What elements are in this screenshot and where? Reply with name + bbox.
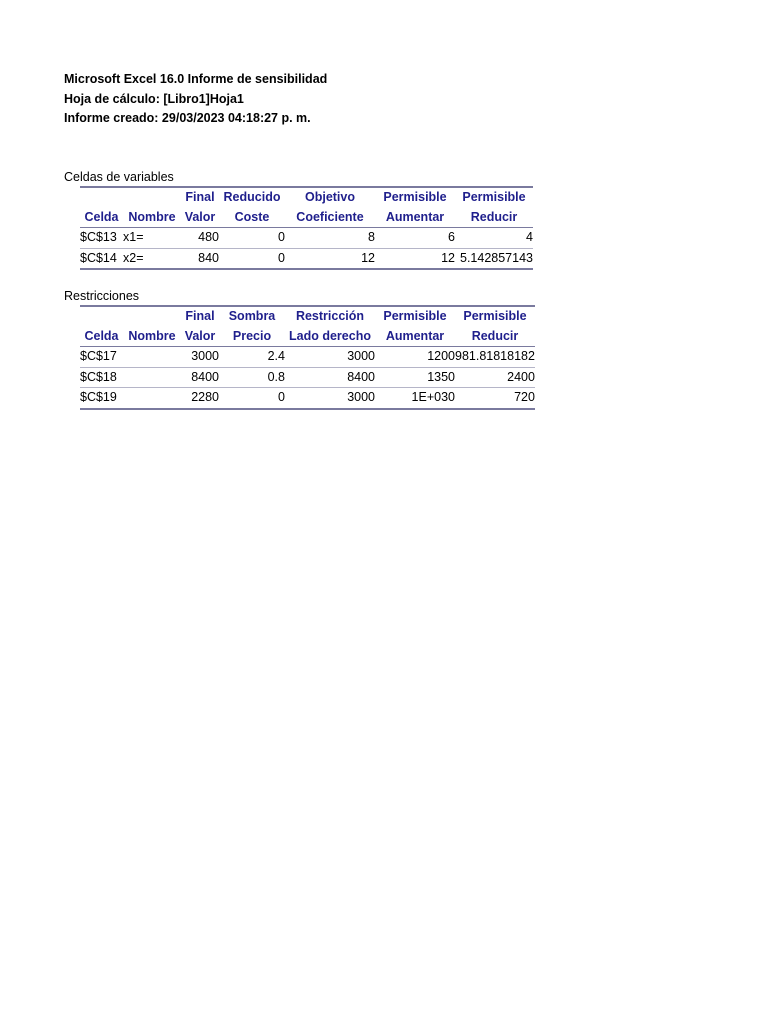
column-header: Final <box>181 306 219 327</box>
cell-shadow-price: 0.8 <box>219 367 285 388</box>
column-header: Sombra <box>219 306 285 327</box>
column-header <box>123 187 181 208</box>
variables-table <box>80 186 533 270</box>
variables-section-title: Celdas de variables <box>64 170 174 184</box>
column-header: Nombre <box>123 327 181 347</box>
report-created: Informe creado: 29/03/2023 04:18:27 p. m. <box>64 111 311 125</box>
cell-shadow-price: 0 <box>219 388 285 409</box>
column-header: Permisible <box>455 306 535 327</box>
table-row <box>80 388 535 409</box>
cell-final-value: 2280 <box>181 388 219 409</box>
restrictions-header-row-bottom <box>80 327 535 347</box>
cell-allowable-increase: 12 <box>375 248 455 269</box>
column-header: Celda <box>80 327 123 347</box>
column-header: Lado derecho <box>285 327 375 347</box>
column-header: Precio <box>219 327 285 347</box>
table-row <box>80 228 533 249</box>
column-header: Aumentar <box>375 208 455 228</box>
column-header: Final <box>181 187 219 208</box>
cell-allowable-decrease: 981.81818182 <box>455 347 535 368</box>
variables-header-row-top <box>80 187 533 208</box>
column-header: Permisible <box>455 187 533 208</box>
report-sheet: Hoja de cálculo: [Libro1]Hoja1 <box>64 91 244 106</box>
column-header: Valor <box>181 208 219 228</box>
cell-name <box>123 367 181 388</box>
restrictions-table <box>80 305 535 410</box>
cell-allowable-increase: 1350 <box>375 367 455 388</box>
cell-allowable-increase: 1E+030 <box>375 388 455 409</box>
cell-allowable-decrease: 5.142857143 <box>455 248 533 269</box>
column-header: Nombre <box>123 208 181 228</box>
cell-final-value: 840 <box>181 248 219 269</box>
variables-header-row-bottom <box>80 208 533 228</box>
cell-reduced-cost: 0 <box>219 228 285 249</box>
table-row <box>80 367 535 388</box>
cell-objective-coef: 12 <box>285 248 375 269</box>
cell-reduced-cost: 0 <box>219 248 285 269</box>
cell-final-value: 8400 <box>181 367 219 388</box>
cell-allowable-increase: 1200 <box>375 347 455 368</box>
restrictions-section-title: Restricciones <box>64 289 140 303</box>
cell-ref: $C$13 <box>80 228 123 249</box>
cell-name: x2= <box>123 248 181 269</box>
cell-allowable-decrease: 4 <box>455 228 533 249</box>
restrictions-header-row-top <box>80 306 535 327</box>
column-header: Aumentar <box>375 327 455 347</box>
column-header <box>80 187 123 208</box>
column-header <box>123 306 181 327</box>
cell-ref: $C$14 <box>80 248 123 269</box>
column-header: Reducir <box>455 327 535 347</box>
cell-final-value: 3000 <box>181 347 219 368</box>
cell-ref: $C$18 <box>80 367 123 388</box>
column-header: Objetivo <box>285 187 375 208</box>
cell-ref: $C$17 <box>80 347 123 368</box>
report-header <box>64 70 327 129</box>
cell-name <box>123 388 181 409</box>
table-row <box>80 248 533 269</box>
column-header: Reducido <box>219 187 285 208</box>
cell-ref: $C$19 <box>80 388 123 409</box>
column-header: Coeficiente <box>285 208 375 228</box>
column-header: Reducir <box>455 208 533 228</box>
cell-final-value: 480 <box>181 228 219 249</box>
cell-constraint-rhs: 3000 <box>285 388 375 409</box>
report-title: Microsoft Excel 16.0 Informe de sensibilidad <box>64 72 328 86</box>
cell-allowable-decrease: 2400 <box>455 367 535 388</box>
column-header: Restricción <box>285 306 375 327</box>
cell-name: x1= <box>123 228 181 249</box>
cell-name <box>123 347 181 368</box>
cell-constraint-rhs: 3000 <box>285 347 375 368</box>
cell-allowable-increase: 6 <box>375 228 455 249</box>
cell-shadow-price: 2.4 <box>219 347 285 368</box>
column-header <box>80 306 123 327</box>
column-header: Permisible <box>375 306 455 327</box>
column-header: Celda <box>80 208 123 228</box>
column-header: Permisible <box>375 187 455 208</box>
column-header: Coste <box>219 208 285 228</box>
cell-allowable-decrease: 720 <box>455 388 535 409</box>
cell-objective-coef: 8 <box>285 228 375 249</box>
column-header: Valor <box>181 327 219 347</box>
table-row <box>80 347 535 368</box>
cell-constraint-rhs: 8400 <box>285 367 375 388</box>
